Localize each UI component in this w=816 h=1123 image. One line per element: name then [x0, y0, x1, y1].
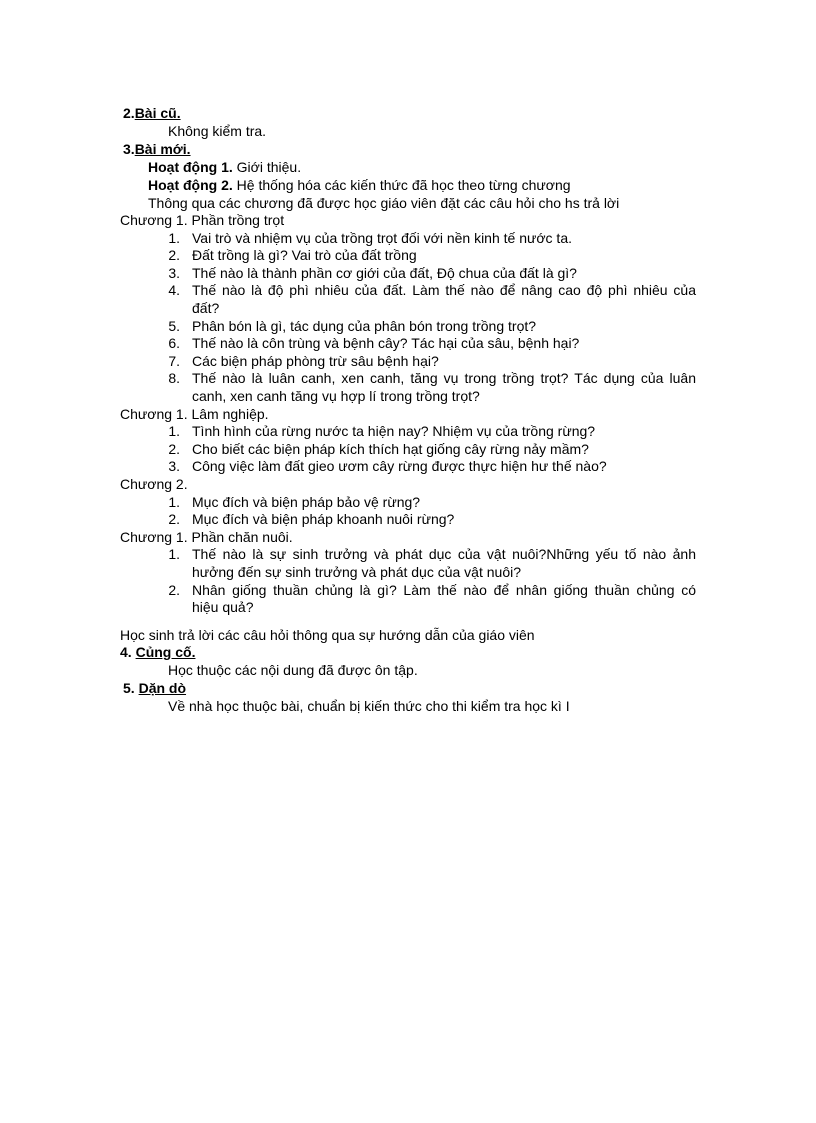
list-item-number: 3. — [168, 264, 180, 281]
list-item-number: 2. — [168, 440, 180, 457]
list-item-number: 2. — [168, 247, 180, 264]
list-item-text: Thế nào là thành phần cơ giới của đất, Độ chua của đất là gì? — [192, 264, 577, 281]
list-item-number: 8. — [168, 370, 180, 387]
activity-2 — [148, 176, 571, 194]
list-item-number: 4. — [168, 282, 180, 299]
closing-text: Học sinh trả lời các câu hỏi thông qua sự hướng dẫn của giáo viên — [120, 627, 535, 643]
section-5-number: 5. — [123, 680, 139, 696]
list-item-text: Vai trò và nhiệm vụ của trồng trọt đối với nền kinh tế nước ta. — [192, 229, 572, 246]
section-2-title: Bài cũ. — [134, 105, 181, 121]
section-5-body: Về nhà học thuộc bài, chuẩn bị kiến thức cho thi kiểm tra học kì I — [168, 698, 570, 714]
list-item-number: 5. — [168, 317, 180, 334]
list-item-text: Mục đích và biện pháp khoanh nuôi rừng? — [192, 511, 455, 528]
activity-1-text: Giới thiệu. — [232, 159, 302, 175]
activity-1-label: Hoạt động 1. — [148, 159, 233, 175]
section-5-title: Dặn dò — [138, 680, 187, 696]
list-item-text: Nhân giống thuần chủng là gì? Làm thế nào để nhân giống thuần chủng có — [192, 581, 696, 598]
list-item-text: hưởng đến sự sinh trưởng và phát dục của vật nuôi? — [192, 564, 522, 580]
chapter-title: Chương 1. Phần trồng trọt — [120, 212, 285, 228]
list-item-text: đất? — [192, 300, 220, 316]
list-item-text: Thế nào là luân canh, xen canh, tăng vụ trong trồng trọt? Tác dụng của luân — [192, 370, 696, 387]
list-item-number: 1. — [168, 423, 180, 440]
intro-text: Thông qua các chương đã được học giáo viên đặt các câu hỏi cho hs trả lời — [148, 195, 620, 211]
section-2-body: Không kiểm tra. — [168, 123, 267, 139]
chapter-title: Chương 1. Lâm nghiệp. — [120, 405, 269, 422]
list-item-number: 2. — [168, 581, 180, 598]
activity-2-text: Hệ thống hóa các kiến thức đã học theo từng chương — [232, 177, 571, 193]
list-item-text: canh, xen canh tăng vụ hợp lí trong trồng trọt? — [192, 388, 480, 404]
list-item-text: Thế nào là côn trùng và bệnh cây? Tác hại của sâu, bệnh hại? — [192, 335, 580, 352]
chapter-title: Chương 2. — [120, 476, 188, 492]
section-5-heading — [123, 679, 186, 697]
list-item-number: 7. — [168, 352, 180, 369]
list-item-text: Thế nào là sự sinh trưởng và phát dục của vật nuôi?Những yếu tố nào ảnh — [192, 546, 696, 563]
section-3-heading — [123, 140, 191, 158]
list-item-number: 6. — [168, 335, 180, 352]
list-item-number: 1. — [168, 229, 180, 246]
list-item-text: Các biện pháp phòng trừ sâu bệnh hại? — [192, 352, 439, 369]
section-2-number: 2. — [123, 105, 135, 121]
list-item-number: 3. — [168, 458, 180, 475]
section-3-number: 3. — [123, 141, 135, 157]
section-4-body: Học thuộc các nội dung đã được ôn tập. — [168, 662, 418, 678]
section-3-title: Bài mới. — [134, 141, 191, 157]
section-2-heading — [123, 104, 181, 122]
list-item-text: Phân bón là gì, tác dụng của phân bón trong trồng trọt? — [192, 317, 537, 334]
activity-2-label: Hoạt động 2. — [148, 177, 233, 193]
list-item-text: Cho biết các biện pháp kích thích hạt giống cây rừng nảy mầm? — [192, 440, 589, 457]
activity-1 — [148, 158, 301, 176]
list-item-number: 1. — [168, 546, 180, 563]
list-item-text: Đất trồng là gì? Vai trò của đất trồng — [192, 247, 417, 264]
chapter-title: Chương 1. Phần chăn nuôi. — [120, 528, 293, 545]
section-4-title: Củng cố. — [135, 644, 196, 660]
list-item-text: Tình hình của rừng nước ta hiện nay? Nhiệm vụ của trồng rừng? — [192, 423, 596, 440]
list-item-text: Mục đích và biện pháp bảo vệ rừng? — [192, 493, 421, 510]
list-item-text: Thế nào là độ phì nhiêu của đất. Làm thế nào để nâng cao độ phì nhiêu của — [192, 282, 696, 299]
section-4-number: 4. — [120, 644, 136, 660]
section-4-heading — [120, 643, 195, 661]
list-item-text: Công việc làm đất gieo ươm cây rừng được thực hiện hư thế nào? — [192, 458, 607, 475]
list-item-number: 1. — [168, 493, 180, 510]
list-item-number: 2. — [168, 511, 180, 528]
list-item-text: hiệu quả? — [192, 599, 254, 616]
